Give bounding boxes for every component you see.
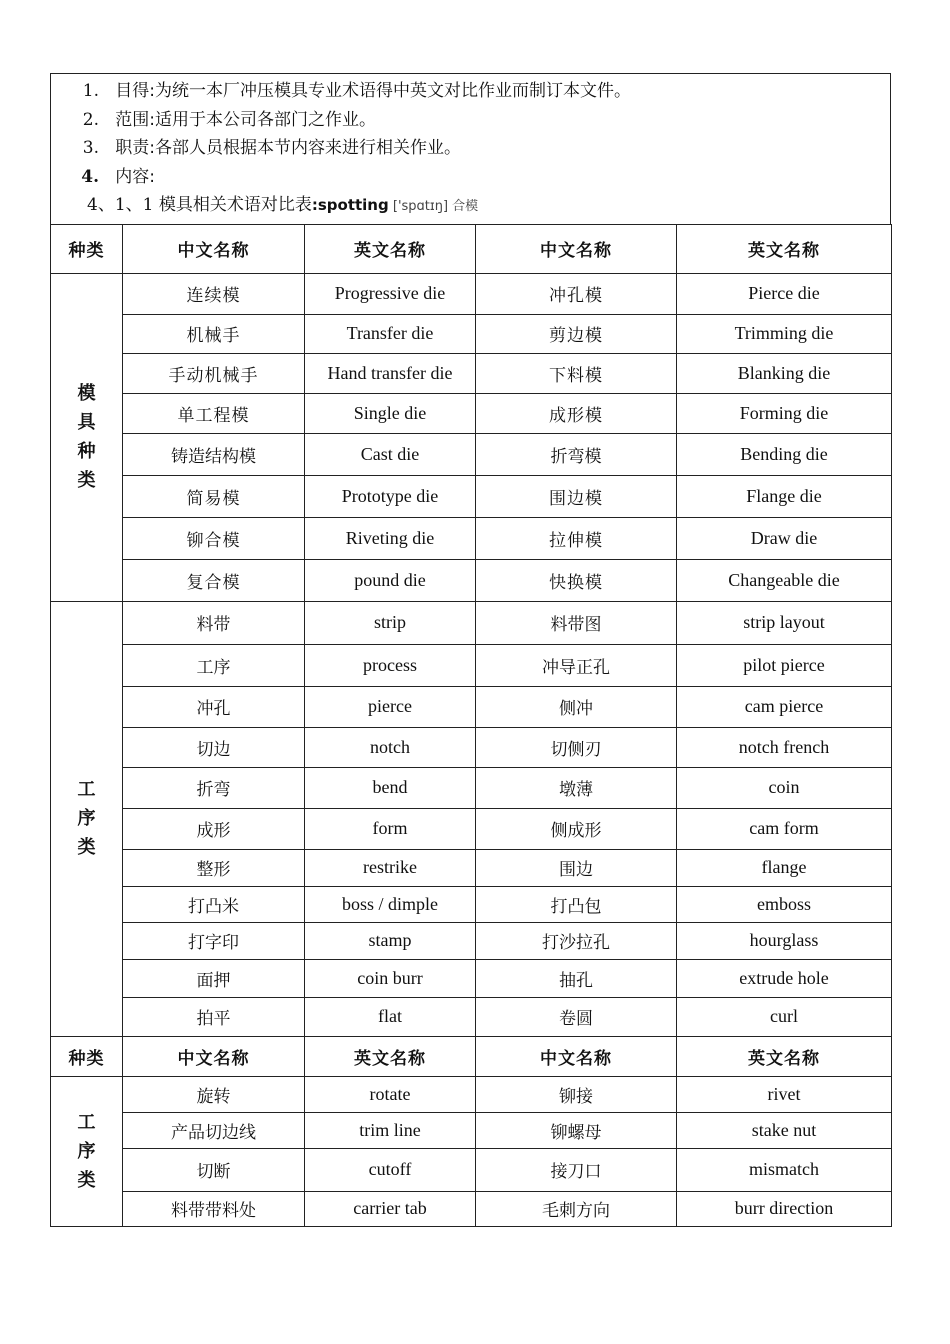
chinese-term-cell: 打凸包 [476,886,677,922]
chinese-term-cell: 手动机械手 [123,353,305,393]
chinese-term-cell: 连续模 [123,273,305,314]
chinese-term-cell: 折弯模 [476,433,677,475]
chinese-term-cell: 抽孔 [476,959,677,997]
english-term-cell: Single die [305,393,476,433]
english-term-cell: mismatch [677,1148,892,1191]
chinese-term-cell: 围边模 [476,475,677,517]
chinese-term-cell: 切断 [123,1148,305,1191]
english-term-cell: cam form [677,808,892,849]
table-row [51,686,892,727]
english-term-cell: Draw die [677,517,892,559]
table-row [51,517,892,559]
chinese-term-cell: 铆合模 [123,517,305,559]
purpose-label: 目得 [115,81,150,101]
table-row [51,886,892,922]
english-term-cell: Flange die [677,475,892,517]
english-term-cell: stake nut [677,1112,892,1148]
english-term-cell: Riveting die [305,517,476,559]
chinese-term-cell: 打字印 [123,922,305,959]
chinese-term-cell: 料带图 [476,601,677,644]
intro-subsection: 4、1、1 模具相关术语对比表:spotting ['spɑtɪŋ] 合模 [87,195,479,215]
english-term-cell: emboss [677,886,892,922]
english-term-cell: Prototype die [305,475,476,517]
chinese-term-cell: 工序 [123,644,305,686]
english-term-cell: Hand transfer die [305,353,476,393]
english-term-cell: Blanking die [677,353,892,393]
duty-label: 职责 [115,138,150,158]
english-term-cell: Changeable die [677,559,892,601]
table-row [51,433,892,475]
chinese-term-cell: 打凸米 [123,886,305,922]
chinese-term-cell: 侧冲 [476,686,677,727]
table-row [51,353,892,393]
chinese-term-cell: 切侧刃 [476,727,677,767]
english-term-cell: pound die [305,559,476,601]
chinese-term-cell: 简易模 [123,475,305,517]
table-row [51,1148,892,1191]
table-row [51,1191,892,1226]
header-category: 种类 [51,224,123,273]
intro-block [50,73,891,224]
table-row [51,727,892,767]
chinese-term-cell: 毛刺方向 [476,1191,677,1226]
header-zh1: 中文名称 [123,1036,305,1076]
table-row [51,601,892,644]
english-term-cell: extrude hole [677,959,892,997]
header-en1: 英文名称 [305,1036,476,1076]
header-en2: 英文名称 [677,224,892,273]
english-term-cell: Trimming die [677,314,892,353]
chinese-term-cell: 成形模 [476,393,677,433]
english-term-cell: flange [677,849,892,886]
english-term-cell: Forming die [677,393,892,433]
chinese-term-cell: 围边 [476,849,677,886]
english-term-cell: stamp [305,922,476,959]
intro-item-scope: 2. 范围:适用于本公司各部门之作业。 [82,109,376,130]
english-term-cell: flat [305,997,476,1036]
english-term-cell: rivet [677,1076,892,1112]
chinese-term-cell: 折弯 [123,767,305,808]
chinese-term-cell: 成形 [123,808,305,849]
chinese-term-cell: 切边 [123,727,305,767]
english-term-cell: hourglass [677,922,892,959]
intro-item-duty: 3. 职责:各部人员根据本节内容来进行相关作业。 [82,138,461,158]
intro-item-content: 4. 内容: [81,166,155,187]
table-row [51,1076,892,1112]
category-cell: 工 序 类 [51,1076,123,1226]
chinese-term-cell: 铸造结构模 [123,433,305,475]
chinese-term-cell: 冲导正孔 [476,644,677,686]
chinese-term-cell: 拉伸模 [476,517,677,559]
category-cell: 工 序 类 [51,601,123,1036]
table-row [51,922,892,959]
english-term-cell: pilot pierce [677,644,892,686]
english-term-cell: carrier tab [305,1191,476,1226]
english-term-cell: boss / dimple [305,886,476,922]
chinese-term-cell: 产品切边线 [123,1112,305,1148]
english-term-cell: notch french [677,727,892,767]
chinese-term-cell: 面押 [123,959,305,997]
table-row [51,849,892,886]
english-term-cell: strip [305,601,476,644]
chinese-term-cell: 打沙拉孔 [476,922,677,959]
scope-label: 范围 [115,109,150,130]
chinese-term-cell: 冲孔 [123,686,305,727]
terms-table [50,224,892,1227]
english-term-cell: restrike [305,849,476,886]
table-row [51,559,892,601]
table-row [51,475,892,517]
intro-item-purpose: 1. 目得:为统一本厂冲压模具专业术语得中英文对比作业而制订本文件。 [82,81,631,101]
english-term-cell: Bending die [677,433,892,475]
table-row [51,1112,892,1148]
chinese-term-cell: 侧成形 [476,808,677,849]
chinese-term-cell: 单工程模 [123,393,305,433]
english-term-cell: trim line [305,1112,476,1148]
chinese-term-cell: 拍平 [123,997,305,1036]
table-row [51,314,892,353]
english-term-cell: notch [305,727,476,767]
table-row [51,644,892,686]
header-zh2: 中文名称 [476,224,677,273]
chinese-term-cell: 卷圆 [476,997,677,1036]
table-row [51,959,892,997]
english-term-cell: burr direction [677,1191,892,1226]
english-term-cell: process [305,644,476,686]
english-term-cell: coin burr [305,959,476,997]
chinese-term-cell: 料带带料处 [123,1191,305,1226]
english-term-cell: rotate [305,1076,476,1112]
header-category: 种类 [51,1036,123,1076]
english-term-cell: Cast die [305,433,476,475]
chinese-term-cell: 复合模 [123,559,305,601]
english-term-cell: curl [677,997,892,1036]
table-row [51,808,892,849]
chinese-term-cell: 冲孔模 [476,273,677,314]
english-term-cell: pierce [305,686,476,727]
header-zh1: 中文名称 [123,224,305,273]
header-en1: 英文名称 [305,224,476,273]
english-term-cell: cam pierce [677,686,892,727]
english-term-cell: form [305,808,476,849]
document-sheet [50,73,891,1227]
chinese-term-cell: 铆接 [476,1076,677,1112]
english-term-cell: coin [677,767,892,808]
english-term-cell: Transfer die [305,314,476,353]
chinese-term-cell: 铆螺母 [476,1112,677,1148]
chinese-term-cell: 剪边模 [476,314,677,353]
chinese-term-cell: 旋转 [123,1076,305,1112]
table-row [51,997,892,1036]
english-term-cell: strip layout [677,601,892,644]
english-term-cell: Progressive die [305,273,476,314]
chinese-term-cell: 料带 [123,601,305,644]
table-row [51,393,892,433]
table-row [51,273,892,314]
chinese-term-cell: 下料模 [476,353,677,393]
table-row [51,767,892,808]
table-header-row [51,224,892,273]
chinese-term-cell: 快换模 [476,559,677,601]
content-label: 内容 [115,166,150,187]
chinese-term-cell: 接刀口 [476,1148,677,1191]
english-term-cell: bend [305,767,476,808]
table-header-row [51,1036,892,1076]
english-term-cell: Pierce die [677,273,892,314]
english-term-cell: cutoff [305,1148,476,1191]
header-en2: 英文名称 [677,1036,892,1076]
category-cell: 模 具 种 类 [51,273,123,601]
chinese-term-cell: 整形 [123,849,305,886]
chinese-term-cell: 机械手 [123,314,305,353]
chinese-term-cell: 墩薄 [476,767,677,808]
header-zh2: 中文名称 [476,1036,677,1076]
